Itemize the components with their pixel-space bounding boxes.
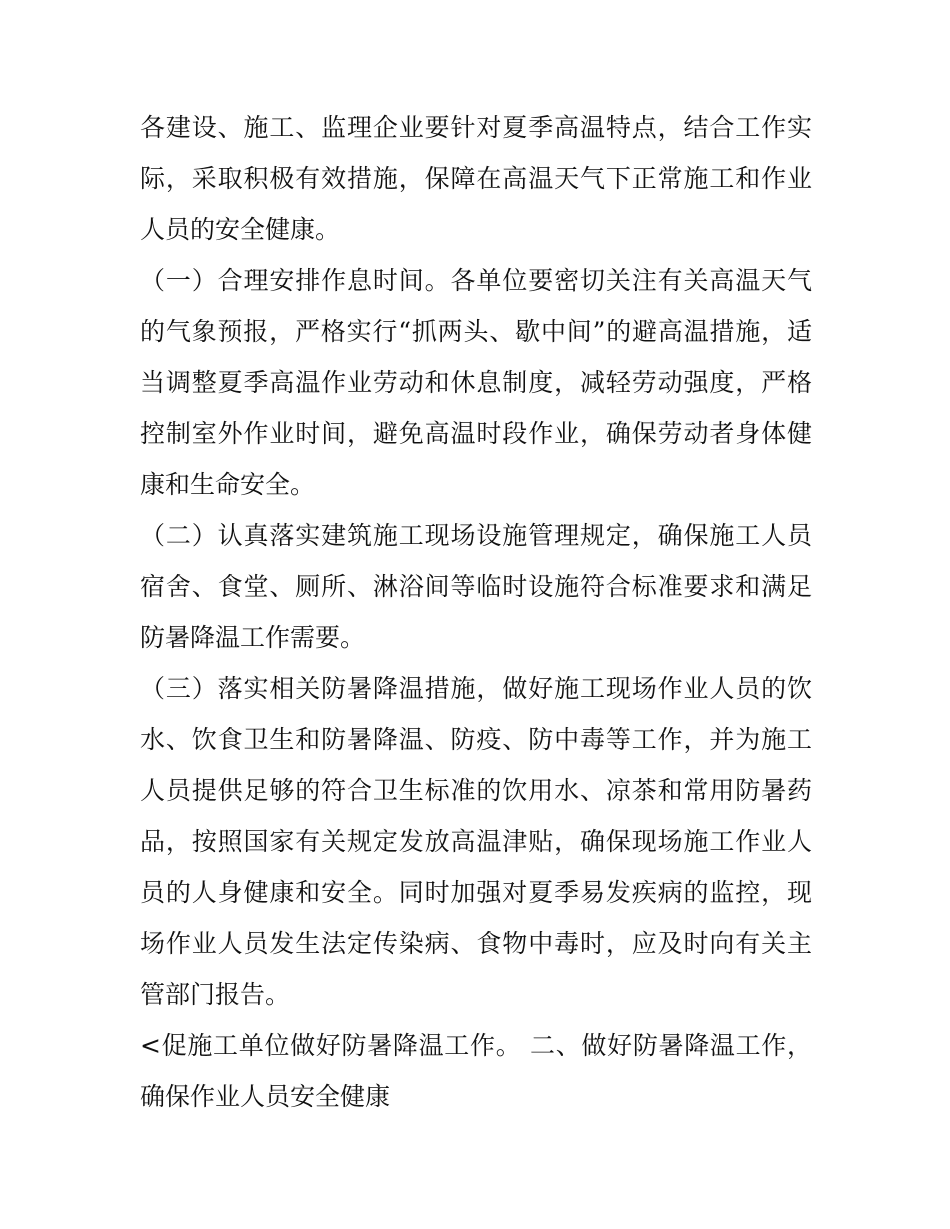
paragraph-site-facilities: （二）认真落实建筑施工现场设施管理规定，确保施工人员宿舍、食堂、厕所、淋浴间等临时设施符合标准要求和满足防暑降温工作需要。 <box>140 521 812 652</box>
paragraph-section-heading: <促施工单位做好防暑降温工作。 二、做好防暑降温工作，确保作业人员安全健康 <box>140 1031 812 1111</box>
paragraph-rest-schedule: （一）合理安排作息时间。各单位要密切关注有关高温天气的气象预报，严格实行“抓两头、歇中间”的避高温措施，适当调整夏季高温作业劳动和休息制度，减轻劳动强度，严格控制室外作业时间，避免高温时段作业，确保劳动者身体健康和生命安全。 <box>140 266 812 499</box>
paragraph-cooling-measures: （三）落实相关防暑降温措施，做好施工现场作业人员的饮水、饮食卫生和防暑降温、防疫、防中毒等工作，并为施工人员提供足够的符合卫生标准的饮用水、凉茶和常用防暑药品，按照国家有关规定发放高温津贴，确保现场施工作业人员的人身健康和安全。同时加强对夏季易发疾病的监控，现场作业人员发生法定传染病、食物中毒时，应及时向有关主管部门报告。 <box>140 674 812 1009</box>
document-body <box>140 102 812 1122</box>
paragraph-intro: 各建设、施工、监理企业要针对夏季高温特点，结合工作实际，采取积极有效措施，保障在高温天气下正常施工和作业人员的安全健康。 <box>140 113 812 244</box>
